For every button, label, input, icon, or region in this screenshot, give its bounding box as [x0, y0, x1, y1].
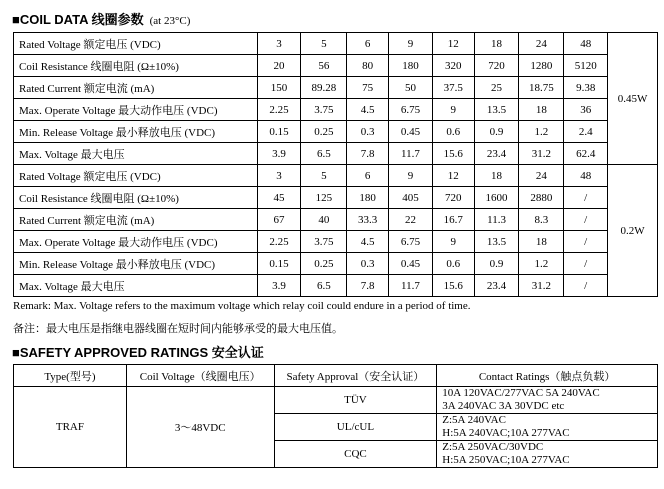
- coil-value-cell: 24: [519, 165, 564, 187]
- rating-line: H:5A 240VAC;10A 277VAC: [442, 427, 570, 439]
- coil-value-cell: 37.5: [432, 77, 474, 99]
- coil-value-cell: 9: [389, 165, 433, 187]
- header-coil-voltage: Coil Voltage（线圈电压）: [126, 365, 274, 387]
- section-square-icon: ■: [12, 12, 20, 27]
- contact-rating: [437, 414, 658, 441]
- coil-value-cell: 0.6: [432, 253, 474, 275]
- rating-line: Z:5A 240VAC: [442, 414, 506, 426]
- coil-value-cell: 720: [474, 55, 519, 77]
- approval-name: TÜV: [274, 387, 437, 414]
- coil-value-cell: 45: [257, 187, 301, 209]
- coil-value-cell: 23.4: [474, 143, 519, 165]
- coil-value-cell: 3: [257, 33, 301, 55]
- coil-value-cell: 89.28: [301, 77, 347, 99]
- coil-power-cell: 0.2W: [608, 165, 658, 297]
- safety-row: [14, 387, 658, 414]
- coil-value-cell: 0.45: [389, 121, 433, 143]
- rating-line: 10A 120VAC/277VAC 5A 240VAC: [442, 387, 600, 399]
- parameter-label: Max. Voltage 最大电压: [14, 275, 258, 297]
- coil-value-cell: 15.6: [432, 275, 474, 297]
- coil-value-cell: 0.15: [257, 121, 301, 143]
- parameter-label: Rated Voltage 额定电压 (VDC): [14, 165, 258, 187]
- parameter-label: Coil Resistance 线圈电阻 (Ω±10%): [14, 55, 258, 77]
- coil-row: [14, 77, 658, 99]
- remark-chinese: 备注：最大电压是指继电器线圈在短时间内能够承受的最大电压值。: [13, 323, 343, 335]
- coil-value-cell: 125: [301, 187, 347, 209]
- coil-value-cell: 18: [519, 231, 564, 253]
- coil-row: [14, 209, 658, 231]
- parameter-label: Max. Voltage 最大电压: [14, 143, 258, 165]
- coil-value-cell: 1600: [474, 187, 519, 209]
- coil-value-cell: 23.4: [474, 275, 519, 297]
- coil-row: [14, 165, 658, 187]
- coil-value-cell: 180: [389, 55, 433, 77]
- coil-value-cell: 75: [347, 77, 389, 99]
- parameter-label: Min. Release Voltage 最小释放电压 (VDC): [14, 253, 258, 275]
- header-safety-approval: Safety Approval（安全认证）: [274, 365, 437, 387]
- coil-value-cell: 2.4: [564, 121, 608, 143]
- coil-value-cell: 16.7: [432, 209, 474, 231]
- coil-value-cell: 720: [432, 187, 474, 209]
- coil-value-cell: 2.25: [257, 231, 301, 253]
- coil-value-cell: 36: [564, 99, 608, 121]
- coil-value-cell: 5: [301, 165, 347, 187]
- coil-voltage-range: 3～48VDC: [126, 387, 274, 468]
- coil-value-cell: 0.15: [257, 253, 301, 275]
- coil-value-cell: 80: [347, 55, 389, 77]
- coil-value-cell: 50: [389, 77, 433, 99]
- coil-value-cell: 4.5: [347, 231, 389, 253]
- coil-value-cell: /: [564, 275, 608, 297]
- coil-value-cell: 7.8: [347, 143, 389, 165]
- coil-value-cell: 18: [474, 165, 519, 187]
- coil-value-cell: 22: [389, 209, 433, 231]
- coil-value-cell: 0.25: [301, 253, 347, 275]
- coil-value-cell: 62.4: [564, 143, 608, 165]
- coil-value-cell: 9: [432, 99, 474, 121]
- approval-name: UL/cUL: [274, 414, 437, 441]
- coil-value-cell: 0.9: [474, 121, 519, 143]
- parameter-label: Rated Current 额定电流 (mA): [14, 77, 258, 99]
- coil-value-cell: 1.2: [519, 253, 564, 275]
- rating-line: Z:5A 250VAC/30VDC: [442, 441, 544, 453]
- coil-value-cell: 5120: [564, 55, 608, 77]
- safety-heading: [12, 342, 264, 361]
- parameter-label: Max. Operate Voltage 最大动作电压 (VDC): [14, 99, 258, 121]
- coil-value-cell: 4.5: [347, 99, 389, 121]
- coil-data-note: (at 23°C): [149, 15, 191, 27]
- coil-value-cell: 3.75: [301, 99, 347, 121]
- coil-value-cell: 9: [389, 33, 433, 55]
- coil-value-cell: 11.7: [389, 143, 433, 165]
- coil-value-cell: 320: [432, 55, 474, 77]
- coil-value-cell: 0.25: [301, 121, 347, 143]
- coil-value-cell: 1.2: [519, 121, 564, 143]
- coil-value-cell: 6: [347, 33, 389, 55]
- coil-row: [14, 143, 658, 165]
- coil-value-cell: 48: [564, 165, 608, 187]
- parameter-label: Min. Release Voltage 最小释放电压 (VDC): [14, 121, 258, 143]
- coil-value-cell: 18: [474, 33, 519, 55]
- parameter-label: Max. Operate Voltage 最大动作电压 (VDC): [14, 231, 258, 253]
- coil-value-cell: 12: [432, 165, 474, 187]
- coil-value-cell: 48: [564, 33, 608, 55]
- safety-ratings-table: [13, 364, 658, 468]
- coil-row: [14, 99, 658, 121]
- header-type: Type(型号): [14, 365, 127, 387]
- coil-value-cell: 11.3: [474, 209, 519, 231]
- coil-value-cell: 405: [389, 187, 433, 209]
- safety-header-row: [14, 365, 658, 387]
- coil-row: [14, 275, 658, 297]
- coil-row: [14, 187, 658, 209]
- coil-value-cell: 6.75: [389, 99, 433, 121]
- coil-value-cell: 3.75: [301, 231, 347, 253]
- coil-value-cell: 40: [301, 209, 347, 231]
- section-square-icon: ■: [12, 345, 20, 360]
- coil-value-cell: /: [564, 187, 608, 209]
- coil-value-cell: 0.3: [347, 121, 389, 143]
- approval-name: CQC: [274, 441, 437, 468]
- coil-value-cell: 18.75: [519, 77, 564, 99]
- coil-value-cell: 5: [301, 33, 347, 55]
- coil-value-cell: 3.9: [257, 275, 301, 297]
- coil-value-cell: 20: [257, 55, 301, 77]
- coil-value-cell: 25: [474, 77, 519, 99]
- contact-rating: [437, 387, 658, 414]
- coil-value-cell: 24: [519, 33, 564, 55]
- parameter-label: Coil Resistance 线圈电阻 (Ω±10%): [14, 187, 258, 209]
- coil-value-cell: 13.5: [474, 231, 519, 253]
- coil-value-cell: 12: [432, 33, 474, 55]
- relay-type: TRAF: [14, 387, 127, 468]
- parameter-label: Rated Voltage 额定电压 (VDC): [14, 33, 258, 55]
- coil-row: [14, 121, 658, 143]
- coil-value-cell: 7.8: [347, 275, 389, 297]
- coil-power-cell: 0.45W: [608, 33, 658, 165]
- coil-row: [14, 253, 658, 275]
- coil-value-cell: 2880: [519, 187, 564, 209]
- safety-title: SAFETY APPROVED RATINGS 安全认证: [19, 345, 264, 360]
- coil-value-cell: 31.2: [519, 143, 564, 165]
- coil-value-cell: 0.9: [474, 253, 519, 275]
- coil-value-cell: 6.75: [389, 231, 433, 253]
- coil-value-cell: 1280: [519, 55, 564, 77]
- coil-data-table: [13, 32, 658, 297]
- remark-english: Remark: Max. Voltage refers to the maximum voltage which relay coil could endure in a period of time.: [13, 300, 471, 312]
- coil-value-cell: 3: [257, 165, 301, 187]
- parameter-label: Rated Current 额定电流 (mA): [14, 209, 258, 231]
- header-contact-ratings: Contact Ratings（触点负载）: [437, 365, 658, 387]
- coil-value-cell: 8.3: [519, 209, 564, 231]
- rating-line: 3A 240VAC 3A 30VDC etc: [442, 400, 565, 412]
- coil-value-cell: 0.3: [347, 253, 389, 275]
- coil-data-heading: [12, 9, 190, 28]
- coil-value-cell: 13.5: [474, 99, 519, 121]
- coil-value-cell: 67: [257, 209, 301, 231]
- coil-value-cell: 0.45: [389, 253, 433, 275]
- coil-row: [14, 33, 658, 55]
- coil-value-cell: 15.6: [432, 143, 474, 165]
- rating-line: H:5A 250VAC;10A 277VAC: [442, 454, 570, 466]
- coil-value-cell: /: [564, 253, 608, 275]
- coil-value-cell: 33.3: [347, 209, 389, 231]
- coil-value-cell: 150: [257, 77, 301, 99]
- coil-value-cell: 180: [347, 187, 389, 209]
- coil-value-cell: 31.2: [519, 275, 564, 297]
- coil-row: [14, 55, 658, 77]
- coil-value-cell: 9: [432, 231, 474, 253]
- coil-value-cell: 56: [301, 55, 347, 77]
- coil-value-cell: 11.7: [389, 275, 433, 297]
- coil-data-title: COIL DATA 线圈参数: [19, 12, 144, 27]
- coil-value-cell: 2.25: [257, 99, 301, 121]
- coil-value-cell: 18: [519, 99, 564, 121]
- coil-value-cell: 0.6: [432, 121, 474, 143]
- coil-value-cell: 6.5: [301, 143, 347, 165]
- coil-value-cell: 3.9: [257, 143, 301, 165]
- contact-rating: [437, 441, 658, 468]
- coil-value-cell: /: [564, 209, 608, 231]
- coil-value-cell: 9.38: [564, 77, 608, 99]
- coil-value-cell: 6: [347, 165, 389, 187]
- coil-value-cell: /: [564, 231, 608, 253]
- coil-row: [14, 231, 658, 253]
- coil-value-cell: 6.5: [301, 275, 347, 297]
